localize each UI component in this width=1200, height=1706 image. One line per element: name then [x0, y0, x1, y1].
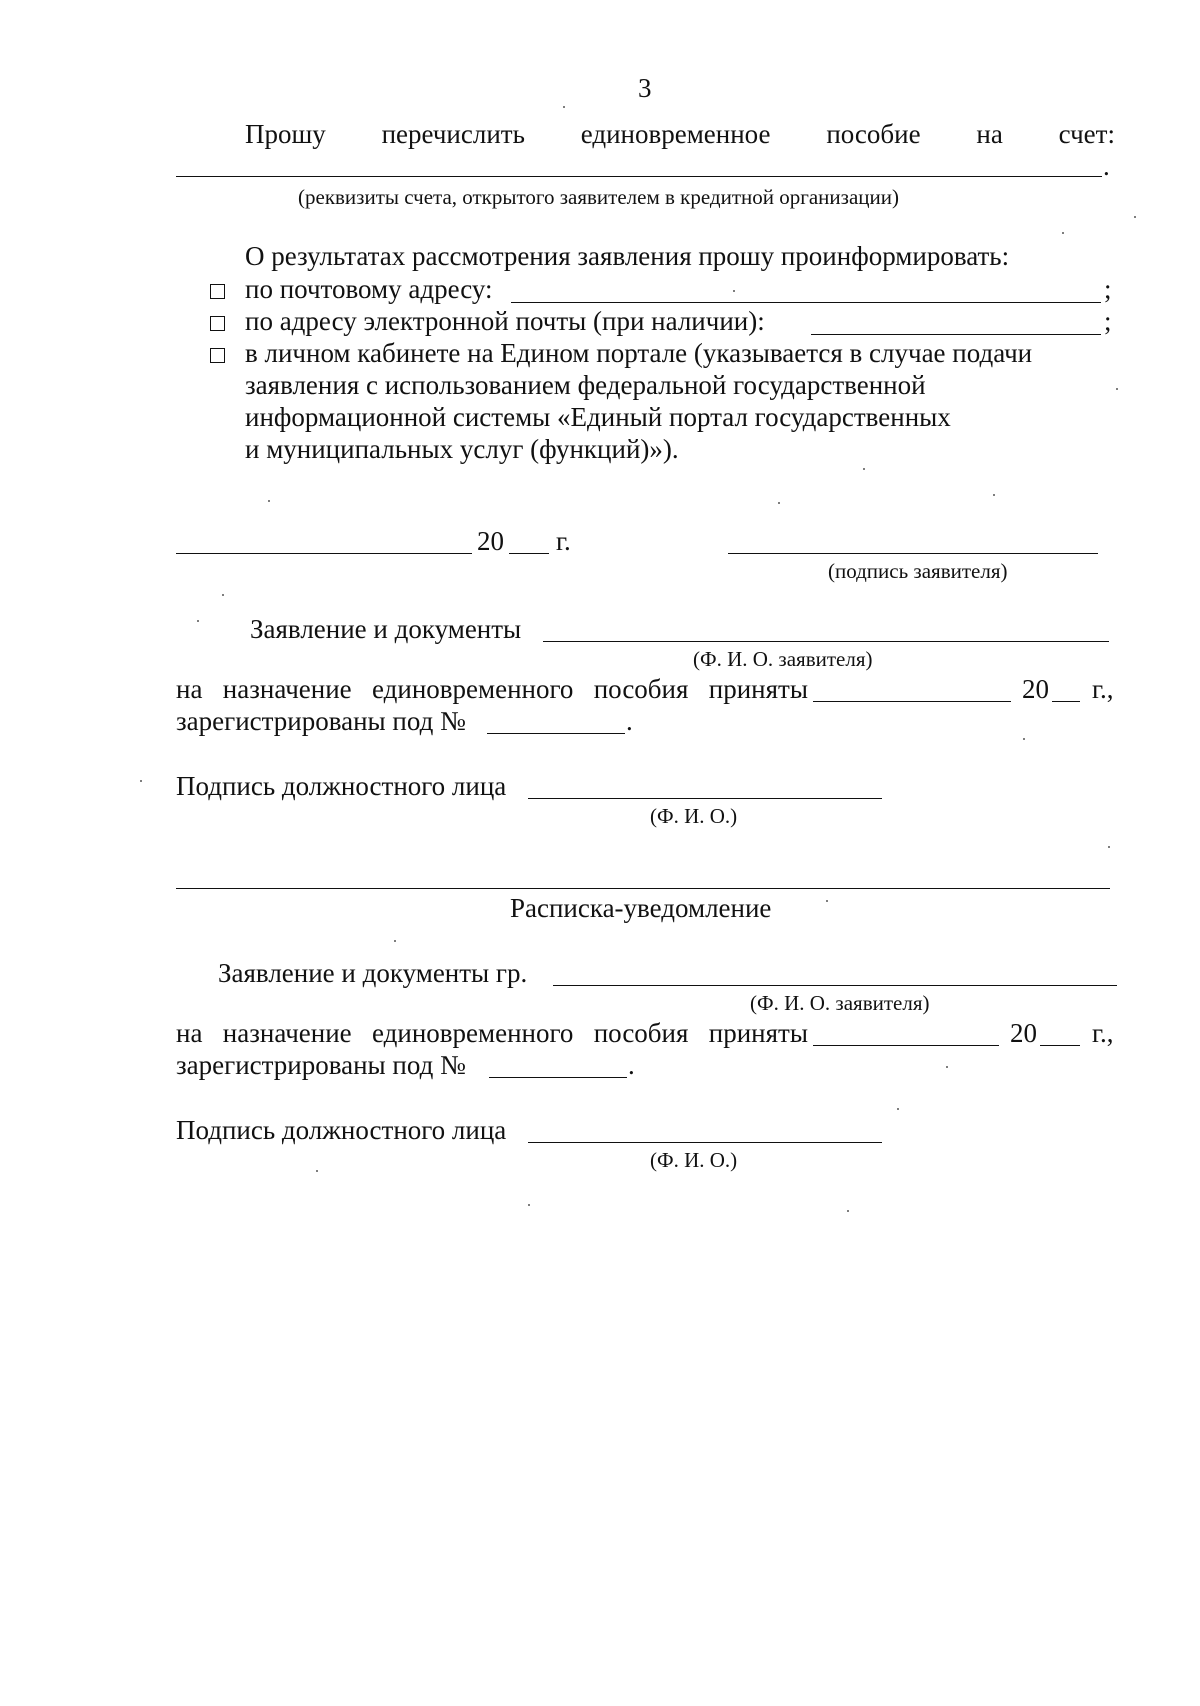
word: Прошу	[245, 119, 326, 149]
word: перечислить	[381, 119, 525, 149]
date-day-month-field[interactable]	[176, 553, 472, 554]
acceptance-registration-number-field[interactable]	[487, 733, 625, 734]
receipt-registered-label: зарегистрированы под №	[176, 1050, 466, 1080]
scan-speck	[1023, 738, 1025, 740]
acceptance-year-field[interactable]	[1052, 701, 1080, 702]
acceptance-date-field[interactable]	[813, 701, 1011, 702]
receipt-official-caption: (Ф. И. О.)	[650, 1148, 738, 1172]
cut-line	[176, 888, 1110, 889]
receipt-accepted-line	[176, 1017, 808, 1049]
scan-speck	[946, 1066, 948, 1068]
email-label: по адресу электронной почты (при наличии):	[245, 306, 765, 336]
word: пособия	[593, 674, 689, 704]
scan-speck	[1116, 388, 1118, 390]
receipt-registration-number-field[interactable]	[489, 1077, 627, 1078]
acceptance-lead: Заявление и документы	[250, 614, 522, 644]
receipt-official-signature-field[interactable]	[528, 1142, 882, 1143]
scan-speck	[847, 1210, 849, 1212]
acceptance-official-caption: (Ф. И. О.)	[650, 804, 738, 828]
scan-speck	[826, 900, 828, 902]
acceptance-accepted-line	[176, 673, 808, 705]
applicant-signature-caption: (подпись заявителя)	[828, 559, 1008, 583]
portal-cabinet-line: и муниципальных услуг (функций)»).	[245, 434, 679, 464]
word: единовременное	[580, 119, 771, 149]
word: на	[976, 119, 1003, 149]
acceptance-official-signature-field[interactable]	[528, 798, 882, 799]
word: приняты	[708, 674, 808, 704]
account-details-field[interactable]	[176, 176, 1102, 177]
acceptance-registered-label: зарегистрированы под №	[176, 706, 466, 736]
receipt-lead: Заявление и документы гр.	[218, 958, 528, 988]
transfer-request-line	[245, 118, 1115, 150]
receipt-registered-end: .	[628, 1050, 635, 1080]
scan-speck	[316, 1170, 318, 1172]
portal-cabinet-checkbox[interactable]	[210, 348, 225, 363]
word: на	[176, 674, 203, 704]
postal-address-field[interactable]	[511, 302, 1101, 303]
word: назначение	[222, 674, 352, 704]
scan-speck	[268, 500, 270, 502]
word: пособия	[593, 1018, 689, 1048]
notify-heading: О результатах рассмотрения заявления прошу проинформировать:	[245, 241, 1010, 271]
email-field[interactable]	[811, 334, 1101, 335]
receipt-official-signature-label: Подпись должностного лица	[176, 1115, 507, 1145]
postal-address-checkbox[interactable]	[210, 284, 225, 299]
portal-cabinet-line: в личном кабинете на Едином портале (указывается в случае подачи	[245, 338, 1033, 368]
acceptance-applicant-fio-field[interactable]	[543, 641, 1109, 642]
acceptance-year-prefix: 20	[1022, 674, 1049, 704]
scan-speck	[197, 620, 199, 622]
scan-speck	[993, 494, 995, 496]
receipt-date-field[interactable]	[813, 1045, 999, 1046]
receipt-year-suffix: г.,	[1092, 1018, 1114, 1048]
portal-cabinet-line: заявления с использованием федеральной государственной	[245, 370, 926, 400]
scan-speck	[394, 940, 396, 942]
word: назначение	[222, 1018, 352, 1048]
page-number: 3	[638, 73, 652, 103]
word: единовременного	[372, 674, 574, 704]
postal-address-end: ;	[1104, 274, 1112, 304]
scan-speck	[140, 780, 142, 782]
receipt-fio-caption: (Ф. И. О. заявителя)	[750, 991, 930, 1015]
date-year-prefix: 20	[477, 526, 504, 556]
date-year-field[interactable]	[509, 553, 549, 554]
acceptance-fio-caption: (Ф. И. О. заявителя)	[693, 647, 873, 671]
portal-cabinet-line: информационной системы «Единый портал государственных	[245, 402, 951, 432]
date-year-suffix: г.	[556, 526, 571, 556]
word: счет:	[1058, 119, 1115, 149]
email-end: ;	[1104, 306, 1112, 336]
scan-speck	[863, 468, 865, 470]
receipt-year-prefix: 20	[1010, 1018, 1037, 1048]
acceptance-year-suffix: г.,	[1092, 674, 1114, 704]
receipt-applicant-fio-field[interactable]	[553, 985, 1117, 986]
scan-speck	[778, 502, 780, 504]
scan-speck	[528, 1204, 530, 1206]
scan-speck	[733, 290, 735, 292]
scan-speck	[222, 594, 224, 596]
applicant-signature-field[interactable]	[728, 553, 1098, 554]
scan-speck	[1108, 846, 1110, 848]
acceptance-official-signature-label: Подпись должностного лица	[176, 771, 507, 801]
word: единовременного	[372, 1018, 574, 1048]
receipt-title: Расписка-уведомление	[510, 893, 772, 923]
scan-speck	[1134, 216, 1136, 218]
email-checkbox[interactable]	[210, 316, 225, 331]
scan-speck	[897, 1108, 899, 1110]
word: приняты	[708, 1018, 808, 1048]
postal-address-label: по почтовому адресу:	[245, 274, 493, 304]
word: пособие	[826, 119, 921, 149]
receipt-year-field[interactable]	[1040, 1045, 1080, 1046]
scan-speck	[1062, 232, 1064, 234]
account-details-caption: (реквизиты счета, открытого заявителем в кредитной организации)	[298, 185, 899, 209]
scan-speck	[563, 106, 565, 108]
word: на	[176, 1018, 203, 1048]
acceptance-registered-end: .	[626, 706, 633, 736]
account-details-field-end: .	[1103, 151, 1110, 181]
